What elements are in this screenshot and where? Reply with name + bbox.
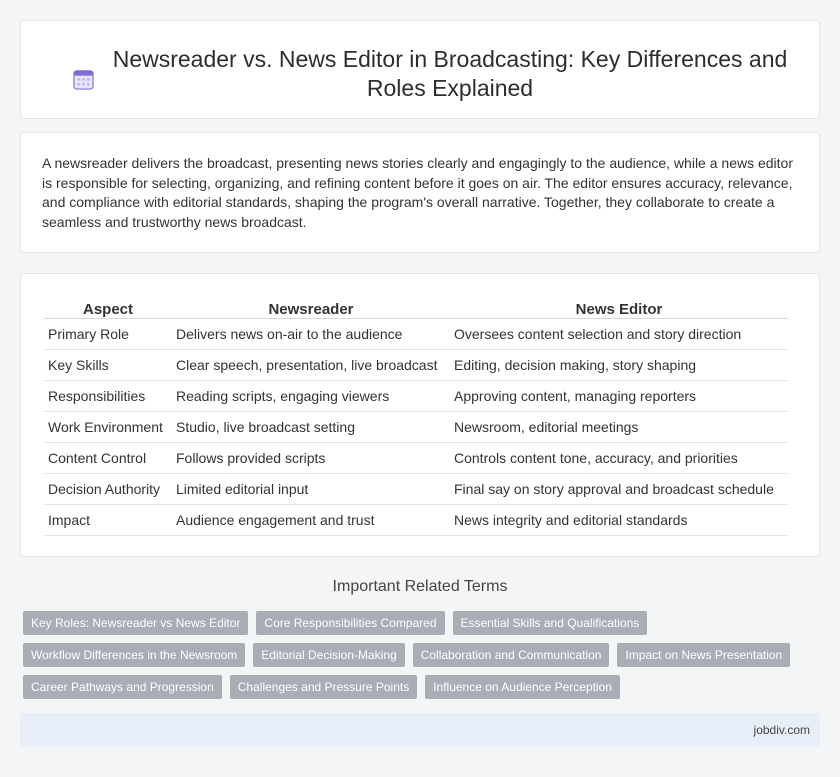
table-cell: Studio, live broadcast setting — [172, 411, 450, 442]
table-cell: Content Control — [44, 442, 172, 473]
table-row — [44, 411, 788, 442]
table-cell: Clear speech, presentation, live broadcast — [172, 349, 450, 380]
related-tag[interactable]: Key Roles: Newsreader vs News Editor — [23, 611, 248, 635]
table-cell: News integrity and editorial standards — [450, 504, 788, 535]
related-tag[interactable]: Core Responsibilities Compared — [256, 611, 444, 635]
related-tag[interactable]: Influence on Audience Perception — [425, 675, 620, 699]
table-cell: Limited editorial input — [172, 473, 450, 504]
table-cell: Audience engagement and trust — [172, 504, 450, 535]
column-header-newsreader: Newsreader — [172, 298, 450, 318]
intro-paragraph: A newsreader delivers the broadcast, presenting news stories clearly and engagingly to the audience, while a news editor is responsible for selecting, organizing, and refining content before it goes on air. The editor ensures accuracy, relevance, and compliance with editorial standards, shaping the program's overall narrative. Together, they collaborate to create a seamless and trustworthy news broadcast. — [42, 155, 793, 230]
table-row — [44, 380, 788, 411]
tag-row — [23, 675, 620, 699]
table-cell: Responsibilities — [44, 380, 172, 411]
table-cell: Controls content tone, accuracy, and priorities — [450, 442, 788, 473]
related-tag[interactable]: Workflow Differences in the Newsroom — [23, 643, 245, 667]
table-row — [44, 442, 788, 473]
table-cell: Primary Role — [44, 318, 172, 349]
table-header-row — [44, 298, 788, 318]
column-header-news-editor: News Editor — [450, 298, 788, 318]
table-cell: Newsroom, editorial meetings — [450, 411, 788, 442]
table-cell: Decision Authority — [44, 473, 172, 504]
related-terms-title: Important Related Terms — [332, 578, 508, 595]
tag-row — [23, 611, 647, 635]
table-cell: Final say on story approval and broadcast schedule — [450, 473, 788, 504]
footer-site-link[interactable]: jobdiv.com — [753, 723, 810, 737]
table-cell: Reading scripts, engaging viewers — [172, 380, 450, 411]
related-tag[interactable]: Challenges and Pressure Points — [230, 675, 417, 699]
comparison-table — [44, 298, 788, 536]
table-cell: Work Environment — [44, 411, 172, 442]
header-card — [20, 20, 820, 119]
related-tag[interactable]: Impact on News Presentation — [617, 643, 790, 667]
table-cell: Key Skills — [44, 349, 172, 380]
intro-card — [20, 132, 820, 253]
tag-row — [23, 643, 790, 667]
table-cell: Oversees content selection and story direction — [450, 318, 788, 349]
table-cell: Follows provided scripts — [172, 442, 450, 473]
footer-bar — [20, 713, 820, 746]
table-cell: Editing, decision making, story shaping — [450, 349, 788, 380]
table-row — [44, 473, 788, 504]
related-tag[interactable]: Career Pathways and Progression — [23, 675, 222, 699]
related-tag[interactable]: Collaboration and Communication — [413, 643, 610, 667]
related-tag[interactable]: Editorial Decision-Making — [253, 643, 404, 667]
table-row — [44, 318, 788, 349]
table-cell: Approving content, managing reporters — [450, 380, 788, 411]
related-tag[interactable]: Essential Skills and Qualifications — [453, 611, 648, 635]
table-row — [44, 504, 788, 535]
page-title: Newsreader vs. News Editor in Broadcasting: Key Differences and Roles Explained — [112, 46, 788, 101]
column-header-aspect: Aspect — [44, 298, 172, 318]
comparison-card — [20, 273, 820, 557]
table-cell: Impact — [44, 504, 172, 535]
table-cell: Delivers news on-air to the audience — [172, 318, 450, 349]
table-row — [44, 349, 788, 380]
